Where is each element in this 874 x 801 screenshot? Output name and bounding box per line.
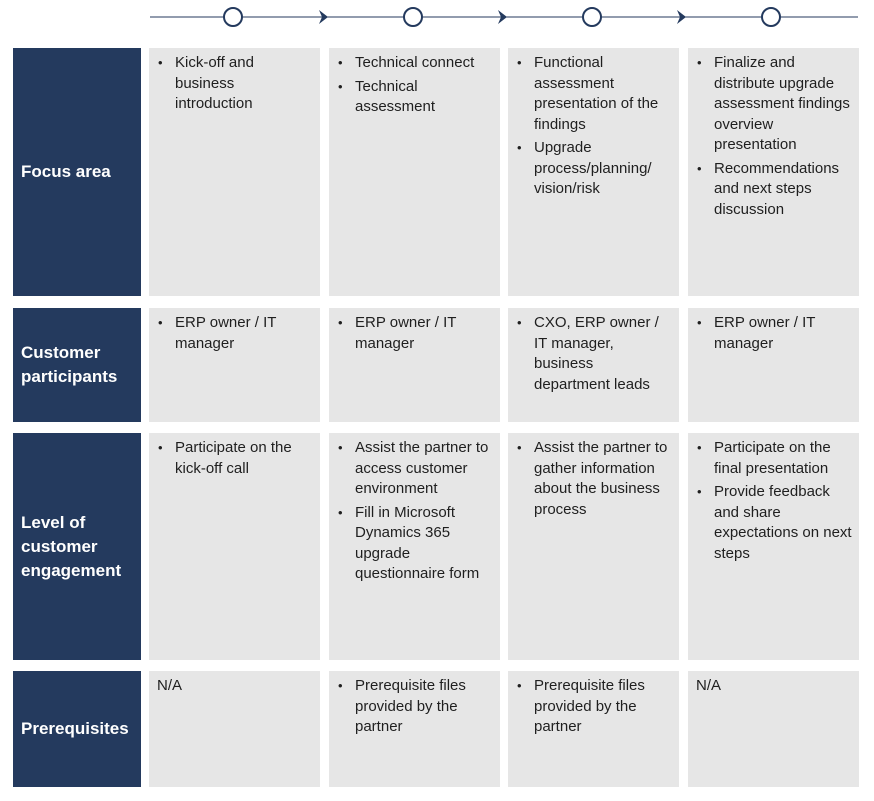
bullet-list — [337, 676, 494, 738]
list-item: • Prerequisite files provided by the partner — [534, 676, 673, 738]
cell-focus-area-phase-1 — [149, 48, 320, 296]
list-item: • CXO, ERP owner / IT manager, business department leads — [534, 313, 673, 395]
cell-focus-area-phase-3 — [508, 48, 679, 296]
list-item: • Prerequisite files provided by the partner — [355, 676, 494, 738]
timeline — [0, 0, 874, 40]
bullet-list — [157, 313, 314, 354]
list-item: • ERP owner / IT manager — [355, 313, 494, 354]
circle-marker-icon — [404, 8, 422, 26]
circle-marker-icon — [224, 8, 242, 26]
cell-prerequisites-phase-1 — [149, 671, 320, 787]
bullet-list — [516, 676, 673, 738]
row-header-focus-area: Focus area — [13, 48, 141, 296]
cell-prerequisites-phase-2 — [329, 671, 500, 787]
circle-marker-icon — [762, 8, 780, 26]
row-header-level-of-engagement: Level of customer engagement — [13, 433, 141, 660]
cell-participants-phase-2 — [329, 308, 500, 422]
bullet-list — [696, 313, 853, 354]
bullet-list — [696, 438, 853, 564]
bullet-list — [337, 313, 494, 354]
cell-focus-area-phase-2 — [329, 48, 500, 296]
list-item: • Assist the partner to gather information about the business process — [534, 438, 673, 520]
cell-focus-area-phase-4 — [688, 48, 859, 296]
cell-participants-phase-1 — [149, 308, 320, 422]
cell-engagement-phase-2 — [329, 433, 500, 660]
list-item: • Provide feedback and share expectations on next steps — [714, 482, 853, 564]
bullet-list — [337, 438, 494, 585]
cell-participants-phase-3 — [508, 308, 679, 422]
list-item: • Technical connect — [355, 53, 494, 74]
list-item: • Kick-off and business introduction — [175, 53, 314, 115]
bullet-list — [516, 438, 673, 520]
cell-prerequisites-phase-4 — [688, 671, 859, 787]
bullet-list — [337, 53, 494, 118]
cell-engagement-phase-4 — [688, 433, 859, 660]
bullet-list — [696, 53, 853, 220]
bullet-list — [516, 53, 673, 200]
bullet-list — [516, 313, 673, 395]
list-item: • Finalize and distribute upgrade assessment findings overview presentation — [714, 53, 853, 156]
cell-engagement-phase-3 — [508, 433, 679, 660]
cell-engagement-phase-1 — [149, 433, 320, 660]
list-item: • Upgrade process/planning/ vision/risk — [534, 138, 673, 200]
cell-text: N/A — [696, 677, 722, 694]
bullet-list — [157, 438, 314, 479]
list-item: • Assist the partner to access customer environment — [355, 438, 494, 500]
list-item: • Fill in Microsoft Dynamics 365 upgrade questionnaire form — [355, 503, 494, 585]
cell-text: N/A — [157, 677, 183, 694]
list-item: • Functional assessment presentation of the findings — [534, 53, 673, 135]
row-header-prerequisites: Prerequisites — [13, 671, 141, 787]
circle-marker-icon — [583, 8, 601, 26]
row-header-customer-participants: Customer participants — [13, 308, 141, 422]
list-item: • Participate on the final presentation — [714, 438, 853, 479]
cell-prerequisites-phase-3 — [508, 671, 679, 787]
list-item: • ERP owner / IT manager — [175, 313, 314, 354]
bullet-list — [157, 53, 314, 115]
list-item: • ERP owner / IT manager — [714, 313, 853, 354]
list-item: • Technical assessment — [355, 77, 494, 118]
list-item: • Participate on the kick-off call — [175, 438, 314, 479]
cell-participants-phase-4 — [688, 308, 859, 422]
list-item: • Recommendations and next steps discussion — [714, 159, 853, 221]
